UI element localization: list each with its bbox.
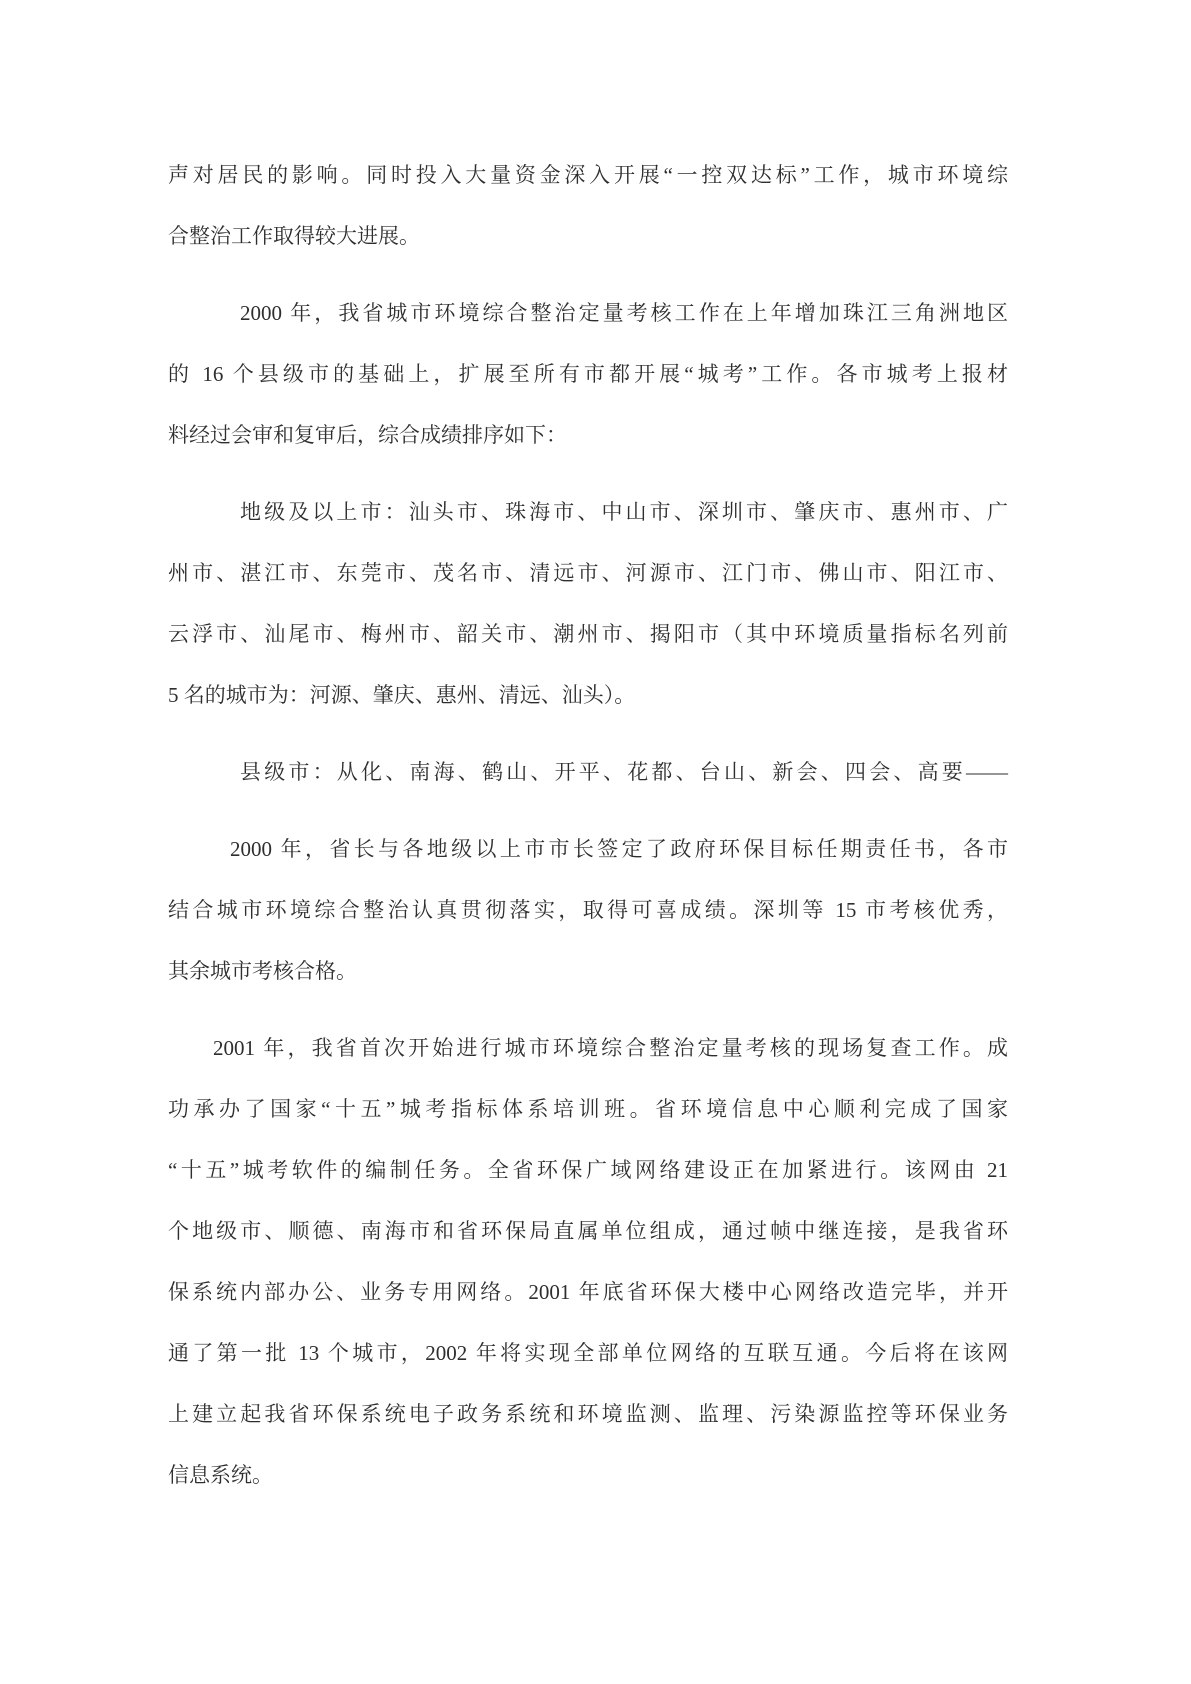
text-line: 个地级市、顺德、南海市和省环保局直属单位组成，通过帧中继连接，是我省环 — [168, 1219, 1008, 1243]
text-line: 云浮市、汕尾市、梅州市、韶关市、潮州市、揭阳市（其中环境质量指标名列前 — [168, 622, 1008, 646]
text-line: 的 16 个县级市的基础上，扩展至所有市都开展“城考”工作。各市城考上报材 — [168, 362, 1008, 386]
paragraph — [168, 1018, 1008, 1506]
text-line: 5 名的城市为：河源、肇庆、惠州、清远、汕头）。 — [168, 683, 636, 707]
text-line: 2001 年，我省首次开始进行城市环境综合整治定量考核的现场复查工作。成 — [213, 1036, 1008, 1060]
text-line: 信息系统。 — [168, 1463, 273, 1487]
text-line: 县级市：从化、南海、鹤山、开平、花都、台山、新会、四会、高要—— — [240, 760, 1008, 784]
text-line: 州市、湛江市、东莞市、茂名市、清远市、河源市、江门市、佛山市、阳江市、 — [168, 561, 1008, 585]
paragraph — [168, 482, 1008, 726]
text-line: 2000 年，我省城市环境综合整治定量考核工作在上年增加珠江三角洲地区 — [240, 301, 1008, 325]
text-line: 结合城市环境综合整治认真贯彻落实，取得可喜成绩。深圳等 15 市考核优秀， — [168, 898, 1008, 922]
text-line: 合整治工作取得较大进展。 — [168, 224, 420, 248]
text-line: 料经过会审和复审后，综合成绩排序如下： — [168, 423, 567, 447]
text-line: 声对居民的影响。同时投入大量资金深入开展“一控双达标”工作，城市环境综 — [168, 163, 1008, 187]
text-line: 通了第一批 13 个城市，2002 年将实现全部单位网络的互联互通。今后将在该网 — [168, 1341, 1008, 1365]
paragraph — [168, 742, 1008, 803]
text-line: 2000 年，省长与各地级以上市市长签定了政府环保目标任期责任书，各市 — [230, 837, 1008, 861]
paragraph — [168, 145, 1008, 267]
document-body — [168, 145, 1008, 1522]
text-line: 其余城市考核合格。 — [168, 959, 357, 983]
paragraph — [168, 819, 1008, 1002]
text-line: “十五”城考软件的编制任务。全省环保广域网络建设正在加紧进行。该网由 21 — [168, 1158, 1008, 1182]
text-line: 上建立起我省环保系统电子政务系统和环境监测、监理、污染源监控等环保业务 — [168, 1402, 1008, 1426]
text-line: 地级及以上市：汕头市、珠海市、中山市、深圳市、肇庆市、惠州市、广 — [240, 500, 1008, 524]
paragraph — [168, 283, 1008, 466]
text-line: 功承办了国家“十五”城考指标体系培训班。省环境信息中心顺利完成了国家 — [168, 1097, 1008, 1121]
text-line: 保系统内部办公、业务专用网络。2001 年底省环保大楼中心网络改造完毕，并开 — [168, 1280, 1008, 1304]
